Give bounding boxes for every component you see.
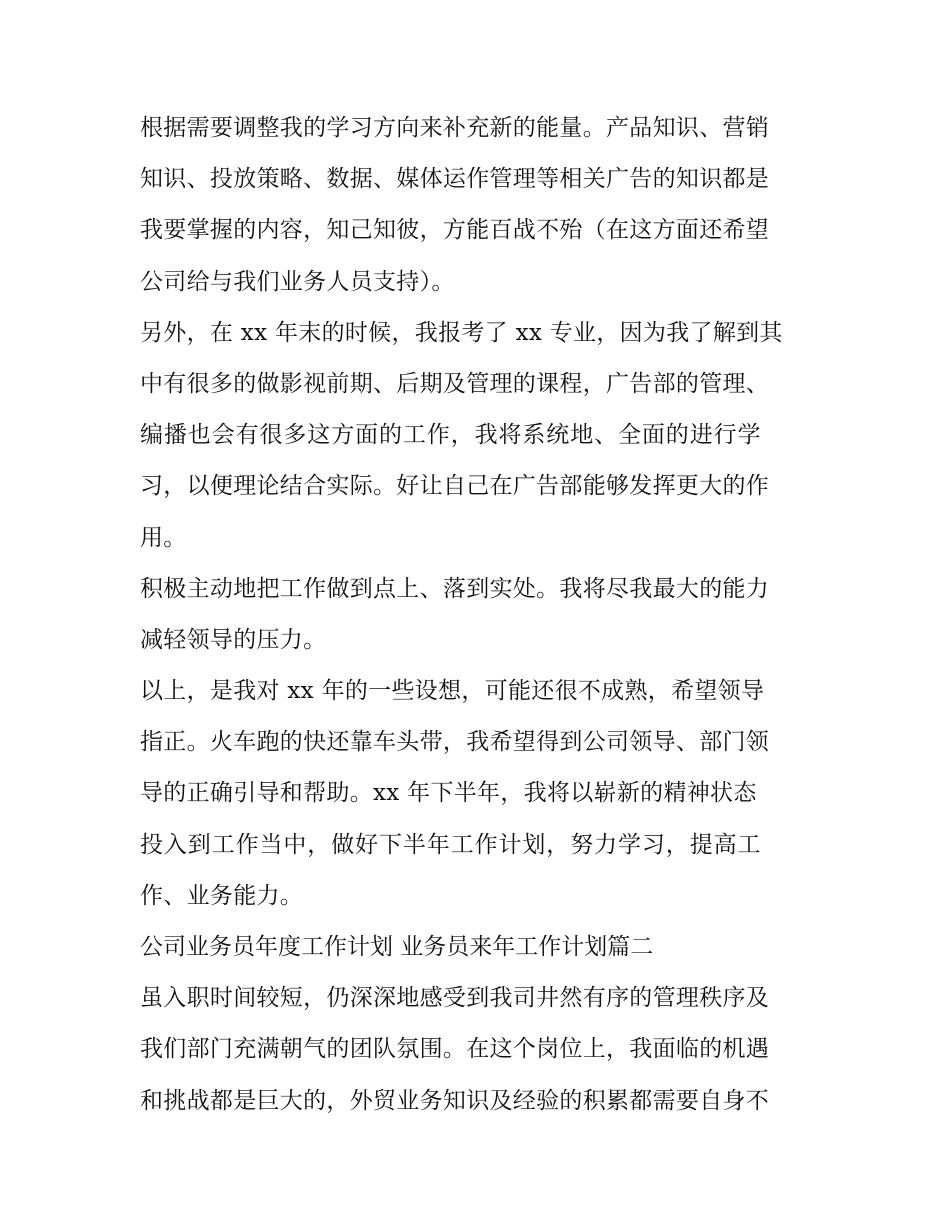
section-heading: 公司业务员年度工作计划 业务员来年工作计划篇二 (140, 934, 654, 960)
text-line: 编播也会有很多这方面的工作，我将系统地、全面的进行学 (140, 422, 762, 449)
text-line: 公司给与我们业务人员支持）。 (140, 268, 455, 295)
text-line: 投入到工作当中，做好下半年工作计划，努力学习，提高工 (140, 831, 762, 858)
text-line: 积极主动地把工作做到点上、落到实处。我将尽我最大的能力 (140, 575, 770, 602)
text-line: 根据需要调整我的学习方向来补充新的能量。产品知识、营销 (140, 115, 770, 141)
text-line: 作、业务能力。 (140, 882, 304, 909)
text-line: 虽入职时间较短，仍深深地感受到我司井然有序的管理秩序及 (140, 985, 770, 1012)
text-line: 我要掌握的内容，知己知彼，方能百战不殆（在这方面还希望 (140, 217, 770, 244)
text-line: 和挑战都是巨大的，外贸业务知识及经验的积累都需要自身不 (140, 1087, 770, 1114)
text-line: 减轻领导的压力。 (140, 626, 327, 653)
text-line: 指正。火车跑的快还靠车头带，我希望得到公司领导、部门领 (140, 729, 770, 756)
document-body (140, 103, 820, 1127)
text-line: 以上，是我对 xx 年的一些设想，可能还很不成熟，希望领导 (140, 678, 765, 705)
text-line: 习，以便理论结合实际。好让自己在广告部能够发挥更大的作 (140, 473, 770, 500)
text-line: 知识、投放策略、数据、媒体运作管理等相关广告的知识都是 (140, 166, 770, 193)
text-line: 我们部门充满朝气的团队氛围。在这个岗位上，我面临的机遇 (140, 1036, 770, 1063)
text-line: 用。 (140, 524, 187, 551)
text-line: 另外，在 xx 年末的时候，我报考了 xx 专业，因为我了解到其 (140, 319, 783, 346)
text-line: 中有很多的做影视前期、后期及管理的课程，广告部的管理、 (140, 370, 770, 397)
text-line: 导的正确引导和帮助。xx 年下半年，我将以崭新的精神状态 (140, 780, 757, 807)
